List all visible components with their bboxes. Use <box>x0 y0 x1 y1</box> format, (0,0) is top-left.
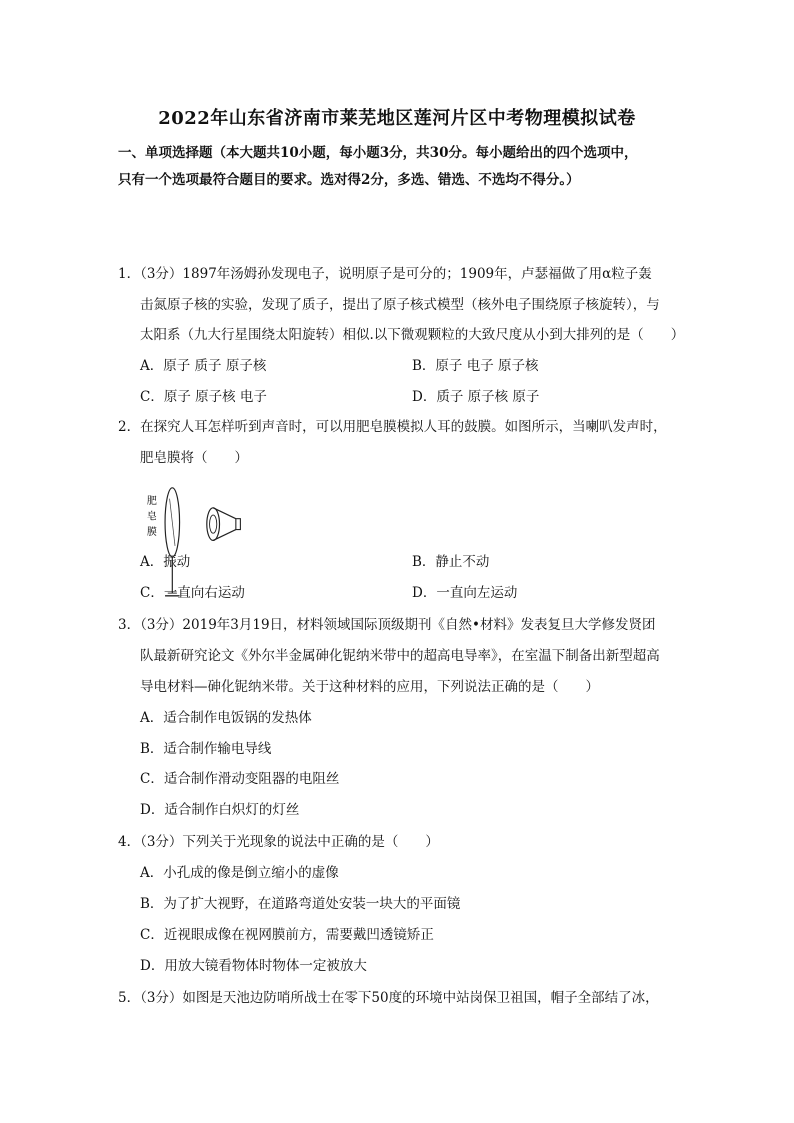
page-title: 2022年山东省济南市莱芜地区莲河片区中考物理模拟试卷 <box>158 108 636 129</box>
section-heading-line-2: 只有一个选项最符合题目的要求。选对得2分，多选、错选、不选均不得分。） <box>118 172 580 188</box>
option-b: B．静止不动 <box>412 554 490 570</box>
option-d: D．用放大镜看物体时物体一定被放大 <box>140 958 367 974</box>
option-c: C．一直向右运动 <box>140 585 245 601</box>
figure-label-char: 皂 <box>146 511 157 523</box>
option-c: C．近视眼成像在视网膜前方，需要戴凹透镜矫正 <box>140 927 434 943</box>
figure-label-char: 膜 <box>146 527 157 539</box>
option-d: D．一直向左运动 <box>412 585 518 601</box>
option-b: B．适合制作输电导线 <box>140 741 272 757</box>
question-text-line: 太阳系（九大行星围绕太阳旋转）相似.以下微观颗粒的大致尺度从小到大排列的是（ ） <box>140 327 685 343</box>
section-heading <box>118 140 678 194</box>
question-text-line: 导电材料—砷化铌纳米带。关于这种材料的应用，下列说法正确的是（ ） <box>140 679 599 695</box>
question-text-line: 击氮原子核的实验，发现了质子，提出了原子核式模型（核外电子围绕原子核旋转），与 <box>140 297 660 313</box>
question-text-line: 4．（3分）下列关于光现象的说法中正确的是（ ） <box>118 834 439 850</box>
option-b: B．为了扩大视野，在道路弯道处安装一块大的平面镜 <box>140 896 461 912</box>
question-text-line: 2．在探究人耳怎样听到声音时，可以用肥皂膜模拟人耳的鼓膜。如图所示，当喇叭发声时， <box>118 419 667 435</box>
option-b: B．原子 电子 原子核 <box>412 358 539 374</box>
option-d: D．适合制作白炽灯的灯丝 <box>140 802 300 818</box>
question-text-line: 3．（3分）2019年3月19日，材料领域国际顶级期刊《自然•材料》发表复旦大学修发贤团 <box>118 617 656 633</box>
question-text-line: 5．（3分）如图是天池边防哨所战士在零下50度的环境中站岗保卫祖国，帽子全部结了冰， <box>118 990 659 1006</box>
option-c: C．原子 原子核 电子 <box>140 389 267 405</box>
option-c: C．适合制作滑动变阻器的电阻丝 <box>140 771 340 787</box>
option-d: D．质子 原子核 原子 <box>412 389 540 405</box>
option-a: A．振动 <box>140 554 191 570</box>
section-heading-line-1: 一、单项选择题（本大题共10小题，每小题3分，共30分。每小题给出的四个选项中， <box>118 145 638 161</box>
speaker-icon <box>207 508 241 541</box>
question-text-line: 肥皂膜将（ ） <box>140 450 248 466</box>
soap-film-icon <box>165 488 180 596</box>
question-text-line: 1．（3分）1897年汤姆孙发现电子，说明原子是可分的；1909年，卢瑟福做了用α粒子轰 <box>118 266 652 282</box>
option-a: A．适合制作电饭锅的发热体 <box>140 710 312 726</box>
figure-label-char: 肥 <box>146 496 157 508</box>
question-text-line: 队最新研究论文《外尔半金属砷化铌纳米带中的超高电导率》，在室温下制备出新型超高 <box>140 648 660 664</box>
option-a: A．小孔成的像是倒立缩小的虚像 <box>140 865 339 881</box>
option-a: A．原子 质子 原子核 <box>140 358 267 374</box>
